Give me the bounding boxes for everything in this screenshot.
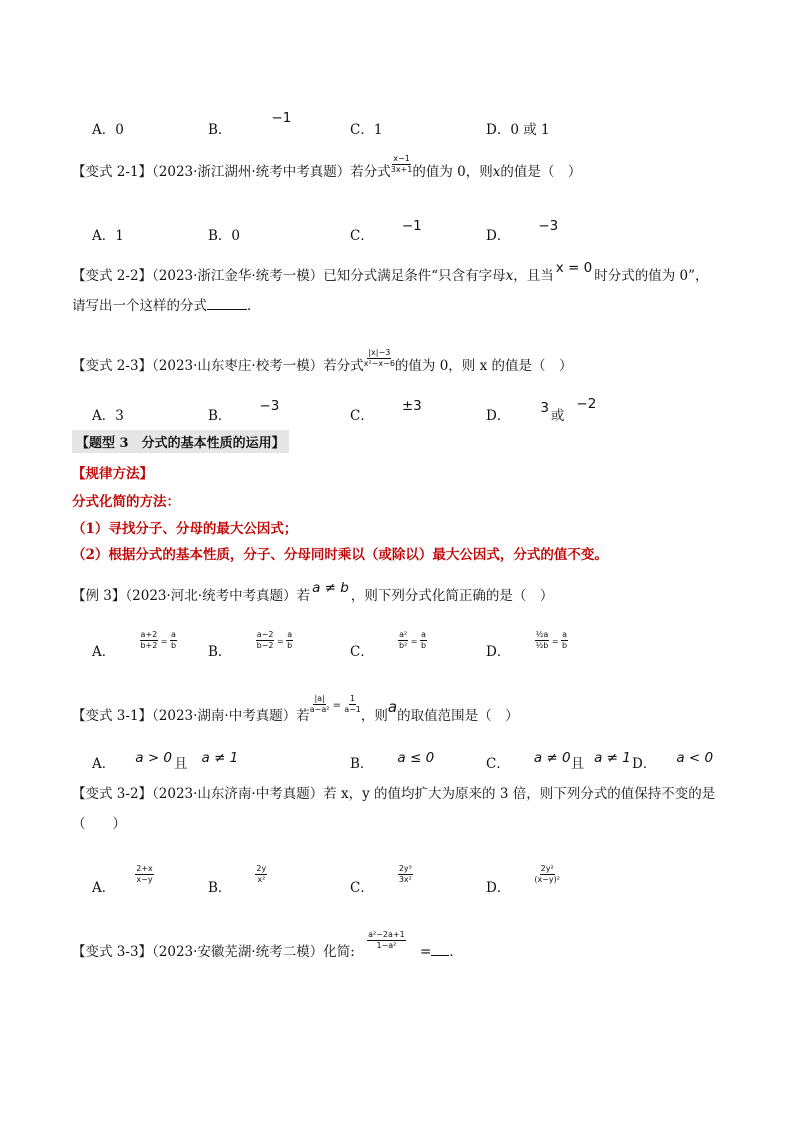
math-expression: −1 [401, 218, 422, 234]
question-3-2-paren: （ ） [72, 816, 126, 832]
example-3: 【例 3】（2023·河北·统考中考真题）若 a ≠ b ，则下列分式化简正确的是（ ） [72, 580, 554, 604]
question-source: （2023·安徽芜湖·统考二模） [152, 944, 324, 960]
question-3-2: 【变式 3-2】（2023·山东济南·中考真题）若 x，y 的值均扩大为原来的 3 倍，则下列分式的值保持不变的是 [72, 786, 716, 802]
math-expression: −1 [271, 110, 292, 126]
question-2-1: 【变式 2-1】（2023·浙江湖州·统考中考真题）若分式 $\frac{x-1}{3x+1}$ 的值为 0，则x的值是（ ） [72, 153, 582, 180]
option-c: C．1 [350, 122, 383, 138]
question-2-2: 【变式 2-2】（2023·浙江金华·统考一模）已知分式满足条件“只含有字母x，且当 x = 0 时分式的值为 0”， [72, 260, 709, 284]
answer-blank[interactable] [431, 955, 449, 956]
rule-1: （1）寻找分子、分母的最大公因式； [72, 521, 298, 537]
option-d: D． $\frac{\text{½a}}{\text{½b}}$ = $\frac{a}{b}$ [486, 629, 568, 660]
option-b: B． a ≤ 0 [350, 750, 435, 772]
question-label: 【变式 3-1】 [72, 708, 153, 724]
math-expression: ±3 [401, 398, 422, 414]
method-label: 【规律方法】 [72, 466, 153, 482]
question-source: （2023·浙江金华·统考一模） [152, 268, 324, 284]
option-a: A． a > 0 且 a ≠ 1 [92, 750, 239, 772]
option-c: C． a ≠ 0且 a ≠ 1 [486, 750, 631, 772]
math-expression: −2 [576, 396, 597, 412]
math-expression: −3 [538, 218, 559, 234]
option-a: A．0 [92, 122, 124, 138]
option-b: B． $\frac{a-2}{b-2}$ = $\frac{a}{b}$ [208, 629, 293, 660]
option-d: D． $\frac{\text{2y²}}{\text{(x−y)²}}$ [486, 863, 560, 896]
question-label: 【例 3】 [72, 588, 126, 604]
option-d: D． a < 0 [632, 750, 714, 772]
option-b: B．−3 [208, 398, 280, 424]
question-label: 【变式 2-1】 [72, 164, 153, 180]
answer-blank[interactable] [207, 309, 247, 310]
option-a: A． $\frac{2+x}{x-y}$ [92, 863, 153, 896]
section-title: 【题型 3 分式的基本性质的运用】 [72, 430, 289, 453]
question-source: （2023·河北·统考中考真题） [125, 588, 297, 604]
question-source: （2023·山东枣庄·校考一模） [152, 358, 324, 374]
option-a: A．1 [92, 228, 124, 244]
question-label: 【变式 3-2】 [72, 786, 153, 802]
option-b: B．0 [208, 228, 241, 244]
question-label: 【变式 3-3】 [72, 944, 153, 960]
math-expression: 3 [540, 400, 549, 416]
question-2-2-line2: 请写出一个这样的分式 ． [72, 298, 261, 314]
question-source: （2023·山东济南·中考真题） [152, 786, 324, 802]
option-c: C．±3 [350, 398, 422, 424]
math-expression: −3 [259, 398, 280, 414]
fraction: $\frac{|x|-3}{\text{x²−x−6}}$ [363, 347, 395, 368]
rule-2: （2）根据分式的基本性质，分子、分母同时乘以（或除以）最大公因式，分式的值不变。 [72, 547, 608, 563]
option-c: C． $\frac{\text{2y³}}{\text{3x²}}$ [350, 863, 412, 896]
question-2-3: 【变式 2-3】（2023·山东枣庄·校考一模）若分式 $\frac{|x|-3}{\text{x²−x−6}}$ 的值为 0，则 x 的值是（ ） [72, 347, 573, 374]
option-c: C． $\frac{\text{a²}}{\text{b²}}$ = $\frac{a}{b}$ [350, 629, 427, 660]
question-label: 【变式 2-3】 [72, 358, 153, 374]
question-source: （2023·湖南·中考真题） [152, 708, 297, 724]
option-d: D． 3 或−2 [486, 396, 597, 424]
method-title: 分式化简的方法： [72, 494, 180, 510]
question-label: 【变式 2-2】 [72, 268, 153, 284]
question-3-3: 【变式 3-3】（2023·安徽芜湖·统考二模）化简: $\frac{\text{a²−2a+1}}{\text{1−a²}}$ = ． [72, 929, 463, 960]
option-b: B． $\frac{2y}{\text{x²}}$ [208, 863, 267, 896]
option-b: B．−1 [208, 110, 292, 138]
option-d: D．−3 [486, 218, 559, 244]
math-expression: a ≠ b [312, 580, 349, 596]
option-d: D．0 或 1 [486, 122, 550, 138]
fraction: $\frac{x-1}{3x+1}$ [390, 153, 413, 174]
option-a: A．3 [92, 408, 124, 424]
question-3-1: 【变式 3-1】（2023·湖南·中考真题）若 $\frac{|a|}{\text{a−a²}}$ = $\frac{1}{a-1}$ ，则a的取值范围是（ ） [72, 693, 519, 724]
option-c: C．−1 [350, 218, 422, 244]
math-expression: x = 0 [555, 260, 593, 276]
option-a: A． $\frac{a+2}{b+2}$ = $\frac{a}{b}$ [92, 629, 177, 660]
question-source: （2023·浙江湖州·统考中考真题） [152, 164, 351, 180]
